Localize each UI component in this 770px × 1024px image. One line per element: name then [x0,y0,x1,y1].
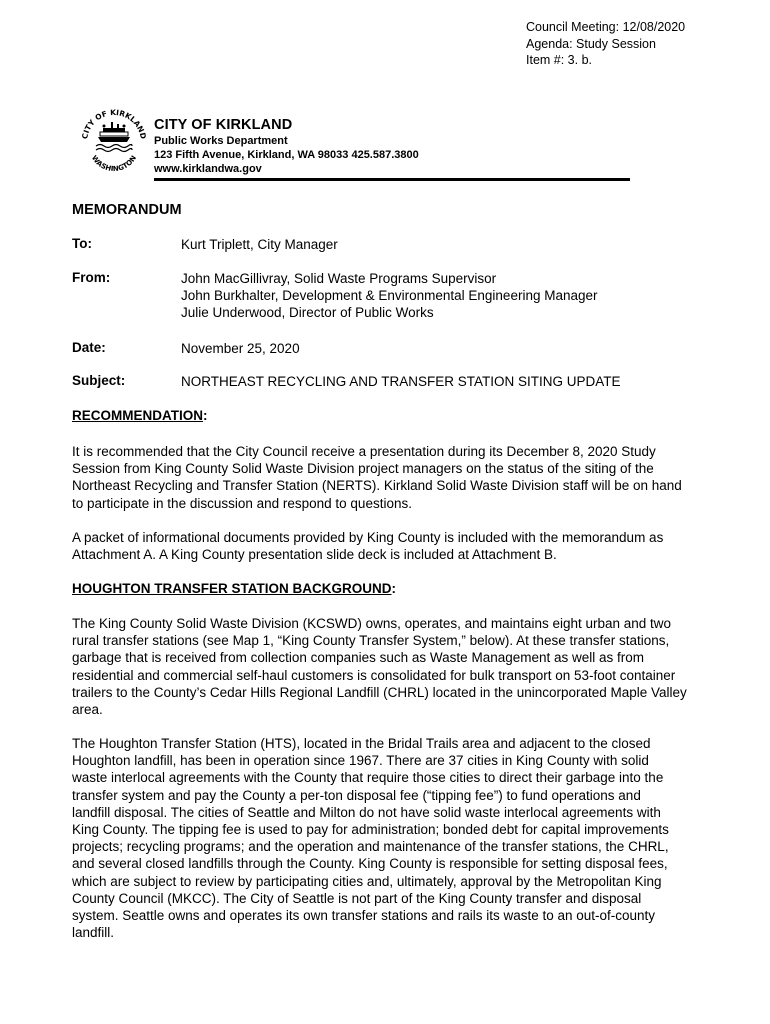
paragraph-line: Northeast Recycling and Transfer Station (NERTS). Kirkland Solid Waste Division staff will be on hand [72,478,682,494]
meeting-item: Item #: 3. b. [526,53,593,67]
letterhead-divider [154,178,630,181]
paragraph-line: landfill disposal. The cities of Seattle and Milton do not have solid waste interlocal agreements with [72,804,661,820]
letterhead [154,116,419,176]
subject-label: Subject: [72,373,126,388]
meeting-agenda: Agenda: Study Session [526,36,656,51]
background-heading-text: HOUGHTON TRANSFER STATION BACKGROUND [72,581,392,596]
recommendation-heading-text: RECOMMENDATION [72,408,203,423]
paragraph-line: A packet of informational documents provided by King County is included with the memorandum as [72,530,664,545]
paragraph-line: projects; recycling programs; and the operation and maintenance of the transfer stations, the CHRL, [72,839,669,855]
paragraph-line: waste interlocal agreements with the County that require those cities to direct their garbage into the [72,770,664,786]
paragraph-line: Attachment A. A King County presentation slide deck is included at Attachment B. [72,547,557,563]
paragraph-line: The King County Solid Waste Division (KCSWD) owns, operates, and maintains eight urban and two [72,616,672,631]
background-paragraph-1 [72,615,712,718]
to-value: Kurt Triplett, City Manager [181,237,338,252]
background-heading-colon: : [391,581,396,596]
department-name: Public Works Department [154,135,288,147]
to-label: To: [72,236,92,251]
paragraph-line: It is recommended that the City Council receive a presentation during its December 8, 2020 Study [72,444,656,459]
background-heading [72,581,396,596]
date-value: November 25, 2020 [181,341,300,356]
from-person: John Burkhalter, Development & Environmental Engineering Manager [181,288,598,303]
city-name: CITY OF KIRKLAND [154,117,293,133]
from-person: John MacGillivray, Solid Waste Programs Supervisor [181,271,497,286]
meeting-date: Council Meeting: 12/08/2020 [526,20,686,34]
from-person: Julie Underwood, Director of Public Works [181,305,434,320]
paragraph-line: Houghton landfill, has been in operation since 1967. There are 37 cities in King County with solid [72,753,649,769]
seal-text-bottom: WASHINGTON [89,154,139,174]
recommendation-paragraph-2 [72,529,712,563]
seal-text-top: CITY OF KIRKLAND [80,107,148,140]
meeting-info [526,19,685,69]
from-value-list [181,270,598,321]
memo-title: MEMORANDUM [72,202,182,218]
background-paragraph-2 [72,735,712,941]
paragraph-line: trailers to the County’s Cedar Hills Regional Landfill (CHRL) located in the unincorporated Maple Valley [72,684,687,700]
svg-text:WASHINGTON [90,154,138,173]
paragraph-line: County Council (MKCC). The City of Seattle is not part of the King County transfer and disposal [72,890,642,906]
paragraph-line: landfill. [72,925,115,941]
city-seal-logo [78,106,150,178]
ferry-icon [96,122,132,152]
paragraph-line: and several closed landfills through the County. King County is responsible for setting disposal fees, [72,856,668,872]
paragraph-line: rural transfer stations (see Map 1, “King County Transfer System,” below). At these transfer stations, [72,633,670,649]
paragraph-line: garbage that is received from collection companies such as Waste Management as well as from [72,650,645,666]
city-website: www.kirklandwa.gov [154,163,262,175]
subject-value: NORTHEAST RECYCLING AND TRANSFER STATION SITING UPDATE [181,374,621,389]
recommendation-heading-colon: : [203,408,208,423]
recommendation-paragraph-1 [72,443,712,512]
paragraph-line: to participate in the discussion and respond to questions. [72,495,412,511]
paragraph-line: residential and commercial self-haul customers is consolidated for bulk transport on 53-foot container [72,667,676,683]
paragraph-line: The Houghton Transfer Station (HTS), located in the Bridal Trails area and adjacent to the closed [72,736,651,751]
recommendation-heading [72,408,208,423]
from-label: From: [72,270,111,285]
paragraph-line: Session from King County Solid Waste Division project managers on the status of the siting of the [72,461,654,477]
department-address: 123 Fifth Avenue, Kirkland, WA 98033 425.587.3800 [154,149,419,161]
paragraph-line: which are subject to review by participating cities and, ultimately, approval by the Metropolitan King [72,873,662,889]
paragraph-line: area. [72,702,103,718]
paragraph-line: King County. The tipping fee is used to pay for administration; bonded debt for capital improvements [72,822,669,838]
paragraph-line: system. Seattle owns and operates its own transfer stations and rails its waste to an out-of-county [72,908,656,924]
date-label: Date: [72,340,106,355]
paragraph-line: transfer system and pay the County a per-ton disposal fee (“tipping fee”) to fund operations and [72,787,641,803]
